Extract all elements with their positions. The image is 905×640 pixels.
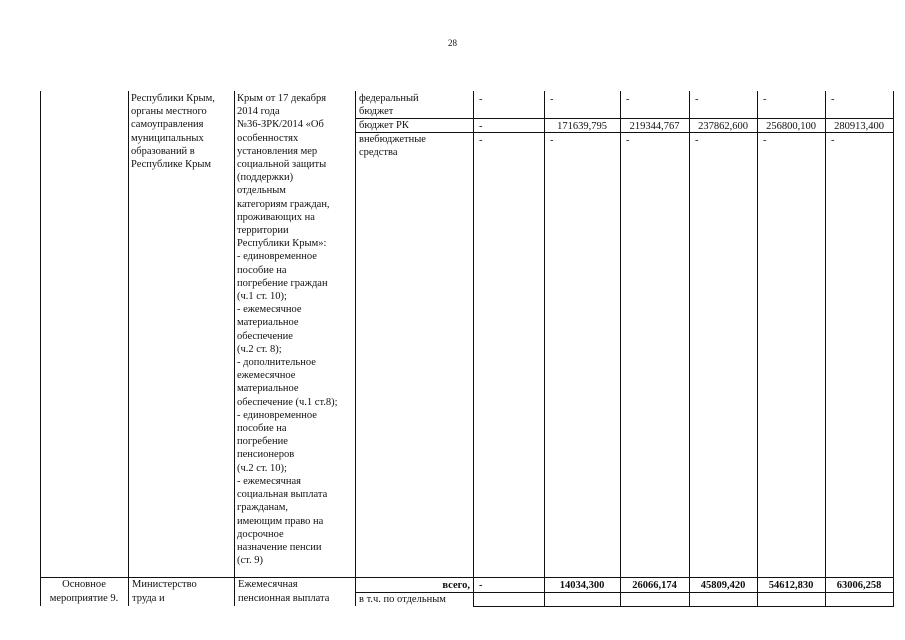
funding-source-label: внебюджетные [359,134,426,145]
text-line: органы местного [131,106,207,118]
funding-value: - [831,94,835,105]
text-line: установления мер [237,145,318,157]
funding-value: 256800,100 [766,121,816,132]
funding-value: 219344,767 [629,121,680,132]
text-line: назначение пенсии [237,541,322,553]
funding-value: - [695,135,699,146]
text-line: (ст. 9) [237,555,263,567]
next-row-text: пенсионная выплата [238,593,330,604]
text-line: материальное [237,317,299,329]
text-line: (ч.1 ст. 10); [237,291,287,303]
funding-value: 171639,795 [557,121,607,132]
funding-value: - [479,135,483,146]
next-row-text: Министерство [132,579,197,590]
executor-cell [128,92,234,171]
funding-value: - [763,135,767,146]
total-value: 63006,258 [836,580,882,591]
text-line: территории [237,225,289,237]
text-line: гражданам, [237,502,289,514]
text-line: (ч.2 ст. 10); [237,462,287,474]
text-line: 2014 года [237,106,280,118]
total-value: 54612,830 [768,580,814,591]
funding-source-label: средства [359,147,398,158]
text-line: ежемесячное [237,370,296,382]
funding-source-label: бюджет РК [359,120,409,131]
text-line: отдельным [237,185,286,197]
text-line: особенностях [237,132,299,144]
total-value: - [479,580,483,591]
text-line: обеспечение (ч.1 ст.8); [237,396,338,408]
text-line: (ч.2 ст. 8); [237,343,282,355]
funding-source-label: федеральный [359,93,419,104]
text-line: социальной защиты [237,159,327,171]
text-line: образований в [131,145,195,157]
text-line: пенсионеров [237,449,295,461]
text-line: - ежемесячное [237,304,302,316]
text-line: - единовременное [237,409,317,421]
page-number: 28 [448,38,457,48]
text-line: материальное [237,383,299,395]
funding-value: - [626,94,630,105]
text-line: социальная выплата [237,489,328,501]
text-line: (поддержки) [237,172,294,184]
funding-value: - [550,94,554,105]
text-line: Крым от 17 декабря [237,93,327,104]
total-value: 45809,420 [700,580,746,591]
funding-value: - [550,135,554,146]
text-line: досрочное [237,528,284,540]
funding-value: - [479,121,483,132]
text-line: категориям граждан, [237,198,330,210]
total-value: 26066,174 [632,580,677,591]
next-row-text: Ежемесячная [238,579,298,590]
text-line: №36-ЗРК/2014 «Об [237,119,324,131]
text-line: Республики Крым, [131,93,215,104]
next-row-text: всего, [442,580,470,591]
text-line: пособие на [237,423,287,435]
total-value: 14034,300 [559,580,605,591]
funding-value: - [626,135,630,146]
text-line: - единовременное [237,251,317,263]
text-line: самоуправления [131,119,204,131]
text-line: погребение [237,436,288,448]
text-line: проживающих на [237,211,315,223]
next-row-text: мероприятие 9. [49,593,119,604]
text-line: муниципальных [131,132,204,144]
text-line: погребение граждан [237,277,328,289]
funding-value: 237862,600 [698,121,748,132]
legal-basis-cell [234,92,355,567]
next-row-text: в т.ч. по отдельным [359,594,446,605]
text-line: Республики Крым»: [237,238,327,250]
text-line: пособие на [237,264,287,276]
text-line: имеющим право на [237,515,324,527]
funding-value: - [479,94,483,105]
funding-source-label: бюджет [359,106,394,117]
text-line: обеспечение [237,330,293,342]
next-row-text: труда и [132,593,165,604]
funding-value: - [695,94,699,105]
text-line: - ежемесячная [237,475,302,487]
text-line: Республике Крым [131,159,212,171]
funding-value: - [831,135,835,146]
next-row-text: Основное [62,579,106,590]
funding-value: - [763,94,767,105]
funding-value: 280913,400 [834,121,884,132]
text-line: - дополнительное [237,357,316,369]
